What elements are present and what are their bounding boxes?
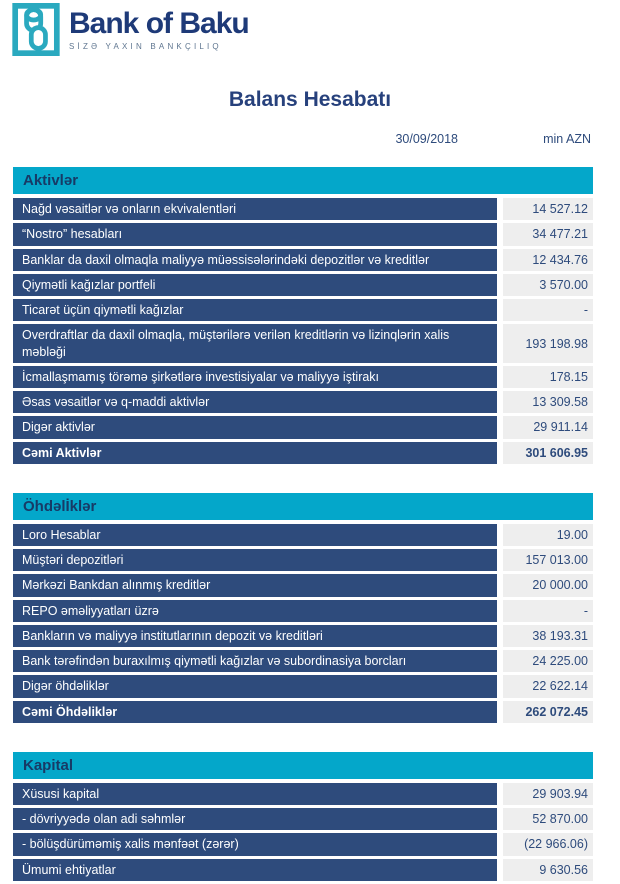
row-value: - [503, 600, 593, 622]
row-label: Digər aktivlər [13, 416, 497, 438]
row-label: “Nostro” hesabları [13, 223, 497, 245]
report-date: 30/09/2018 [395, 132, 458, 146]
row-label: Cəmi Öhdəliklər [13, 701, 497, 723]
row-label: Banklar da daxil olmaqla maliyyə müəssisələrindəki depozitlər və kreditlər [13, 249, 497, 271]
bank-tagline: SİZƏ YAXIN BANKÇILIQ [69, 42, 222, 51]
table-row [13, 549, 593, 571]
row-label: - bölüşdürüməmiş xalis mənfəət (zərər) [13, 833, 497, 855]
section-title: Aktivlər [23, 172, 79, 189]
row-value: 178.15 [503, 366, 593, 388]
table-row [13, 249, 593, 271]
row-label: Digər öhdəliklər [13, 675, 497, 697]
row-value: 14 527.12 [503, 198, 593, 220]
section-rows [13, 198, 593, 464]
bank-logo-text [69, 3, 249, 51]
row-value: 34 477.21 [503, 223, 593, 245]
table-row [13, 442, 593, 464]
table-row [13, 198, 593, 220]
row-value: 262 072.45 [503, 701, 593, 723]
section-header [13, 493, 593, 520]
table-row [13, 366, 593, 388]
row-value: - [503, 299, 593, 321]
row-label: İcmallaşmamış törəmə şirkətlərə investisiyalar və maliyyə iştirakı [13, 366, 497, 388]
table-row [13, 524, 593, 546]
row-label: Loro Hesablar [13, 524, 497, 546]
table-row [13, 391, 593, 413]
section [13, 493, 593, 723]
table-row [13, 223, 593, 245]
table-row [13, 324, 593, 363]
table-row [13, 833, 593, 855]
row-label: Müştəri depozitləri [13, 549, 497, 571]
section [13, 167, 593, 464]
row-label: REPO əməliyyatları üzrə [13, 600, 497, 622]
bank-name: Bank of Baku [69, 7, 249, 40]
table-row [13, 859, 593, 881]
chain-links-square-icon [12, 3, 60, 56]
table-row [13, 299, 593, 321]
row-label: Overdraftlar da daxil olmaqla, müştərilərə verilən kreditlərin və lizinqlərin xalis məbləği [13, 324, 497, 363]
row-value: 19.00 [503, 524, 593, 546]
row-value: 20 000.00 [503, 574, 593, 596]
row-label: Bank tərəfindən buraxılmış qiymətli kağızlar və subordinasiya borcları [13, 650, 497, 672]
table-row [13, 625, 593, 647]
row-label: Əsas vəsaitlər və q-maddi aktivlər [13, 391, 497, 413]
row-label: Bankların və maliyyə institutlarının depozit və kreditləri [13, 625, 497, 647]
table-row [13, 274, 593, 296]
row-value: (22 966.06) [503, 833, 593, 855]
row-value: 9 630.56 [503, 859, 593, 881]
row-value: 38 193.31 [503, 625, 593, 647]
row-value: 29 911.14 [503, 416, 593, 438]
row-value: 3 570.00 [503, 274, 593, 296]
section-header [13, 167, 593, 194]
table-row [13, 650, 593, 672]
row-value: 22 622.14 [503, 675, 593, 697]
row-value: 52 870.00 [503, 808, 593, 830]
page-title: Balans Hesabatı [228, 88, 392, 111]
table-row [13, 600, 593, 622]
section-rows [13, 524, 593, 723]
table-row [13, 416, 593, 438]
report-unit: min AZN [543, 132, 591, 146]
row-label: Ümumi ehtiyatlar [13, 859, 497, 881]
section-title: Kapital [23, 756, 74, 774]
report-meta [13, 132, 593, 148]
sections-container [13, 167, 593, 884]
row-label: Nağd vəsaitlər və onların ekvivalentləri [13, 198, 497, 220]
section-title: Öhdəlİklər [23, 497, 97, 515]
row-label: Cəmi Aktivlər [13, 442, 497, 464]
section-rows [13, 783, 593, 881]
row-value: 301 606.95 [503, 442, 593, 464]
row-label: Qiymətli kağızlar portfeli [13, 274, 497, 296]
row-label: Mərkəzi Bankdan alınmış kreditlər [13, 574, 497, 596]
row-value: 29 903.94 [503, 783, 593, 805]
row-value: 193 198.98 [503, 324, 593, 363]
row-value: 157 013.00 [503, 549, 593, 571]
row-value: 12 434.76 [503, 249, 593, 271]
section [13, 752, 593, 881]
table-row [13, 783, 593, 805]
bank-logo [12, 3, 249, 56]
row-label: Xüsusi kapital [13, 783, 497, 805]
table-row [13, 701, 593, 723]
table-row [13, 808, 593, 830]
row-value: 13 309.58 [503, 391, 593, 413]
row-label: Ticarət üçün qiymətli kağızlar [13, 299, 497, 321]
row-value: 24 225.00 [503, 650, 593, 672]
section-header [13, 752, 593, 779]
table-row [13, 574, 593, 596]
table-row [13, 675, 593, 697]
row-label: - dövriyyədə olan adi səhmlər [13, 808, 497, 830]
